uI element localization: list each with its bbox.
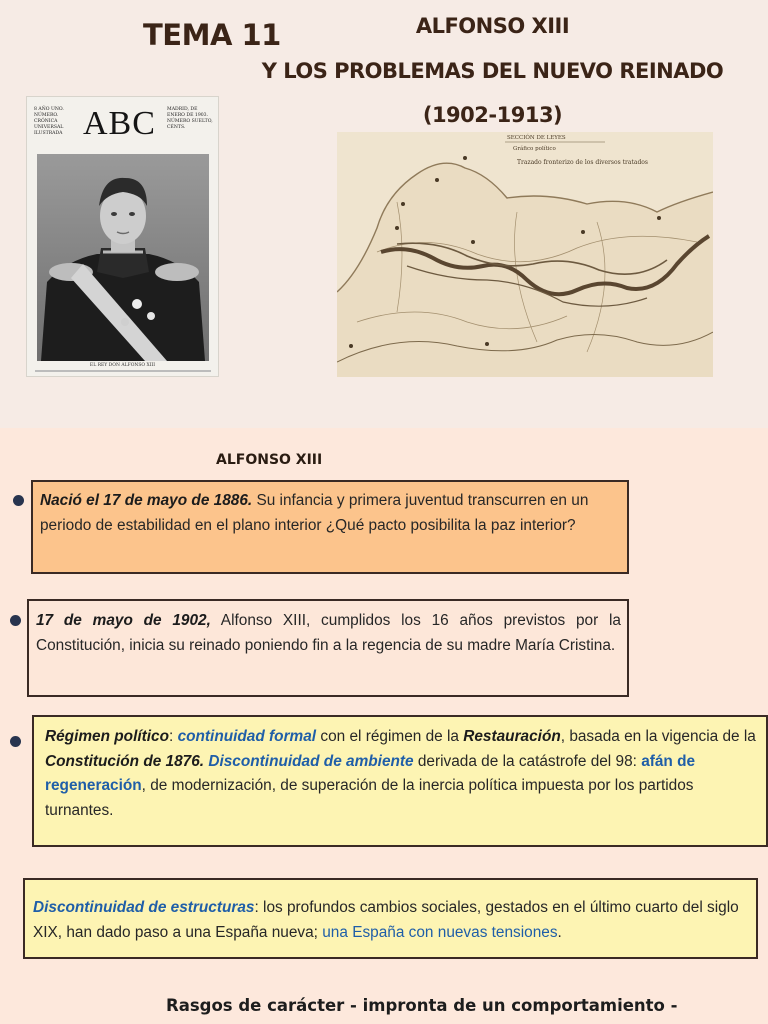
- bullet-dot: [10, 615, 21, 626]
- afan-regeneracion: afán de regeneración: [45, 752, 696, 794]
- regime-text-5: , de modernización, de superación de la inercia política impuesta por los partidos turnantes.: [45, 777, 694, 819]
- abc-newspaper-cover-image: [26, 96, 219, 377]
- bullet-dot: [13, 495, 24, 506]
- discontinuidad-estructuras: Discontinuidad de estructuras: [33, 899, 255, 916]
- regime-text-2: , basada en la vigencia de la: [560, 728, 756, 745]
- abc-left-header: 8 AÑO UNO. NÚMERO. CRÓNICA UNIVERSAL ILUSTRADA: [34, 107, 64, 136]
- reign-date: 17 de mayo de 1902,: [36, 612, 211, 629]
- abc-photo-caption: EL REY DON ALFONSO XIII: [89, 363, 156, 368]
- restauracion: Restauración: [463, 728, 561, 745]
- structures-text: : los profundos cambios sociales, gestados en el último cuarto del siglo XIX, han dado paso a una España nueva;: [33, 899, 739, 941]
- constitucion-1876: Constitución de 1876.: [45, 752, 205, 770]
- page-title-line1: ALFONSO XIII: [415, 14, 570, 38]
- reign-start-box: [27, 599, 629, 697]
- lesson-number: TEMA 11: [143, 18, 281, 52]
- structures-end: .: [557, 923, 562, 941]
- structural-change-box: [23, 878, 758, 959]
- continuidad-formal: continuidad formal: [177, 728, 317, 745]
- birth-date: Nació el 17 de mayo de 1886.: [40, 492, 253, 509]
- king-portrait-photo: [37, 154, 209, 361]
- birth-text: Su infancia y primera juventud transcurren en un periodo de estabilidad en el plano interior ¿Qué pacto posibilita la paz interior?: [40, 492, 589, 534]
- nuevas-tensiones: una España con nuevas tensiones: [322, 923, 558, 941]
- regime-text-4: derivada de la catástrofe del 98:: [413, 752, 642, 770]
- map-title-2: Trazado fronterizo de los diversos tratados: [517, 159, 648, 166]
- footer-heading: Rasgos de carácter - impronta de un comportamiento -: [166, 996, 678, 1015]
- birth-info-box: [31, 480, 629, 574]
- map-title-1: Gráfico político: [513, 146, 556, 152]
- reign-text: Alfonso XIII, cumplidos los 16 años previstos por la Constitución, inicia su reinado poniendo fin a la regencia de su madre María Cristina.: [36, 612, 621, 654]
- page-title-line2: Y LOS PROBLEMAS DEL NUEVO REINADO: [261, 59, 724, 83]
- discontinuidad-ambiente: Discontinuidad de ambiente: [208, 752, 414, 770]
- abc-right-header: MADRID, DE ENERO DE 1903. NÚMERO SUELTO, CÉNTS.: [167, 107, 213, 130]
- page-title-line3: (1902-1913): [422, 103, 563, 127]
- regime-label: Régimen político: [45, 728, 169, 745]
- abc-logo: ABC: [83, 105, 156, 142]
- section-title: ALFONSO XIII: [216, 452, 323, 468]
- political-regime-box: [32, 715, 768, 847]
- map-header-label: SECCIÓN DE LEYES: [507, 135, 566, 141]
- regime-colon: :: [169, 728, 178, 745]
- bullet-dot: [10, 736, 21, 747]
- border-treaties-map-image: [337, 132, 713, 377]
- regime-text-1: con el régimen de la: [316, 728, 464, 745]
- abc-fine-print: [35, 370, 211, 372]
